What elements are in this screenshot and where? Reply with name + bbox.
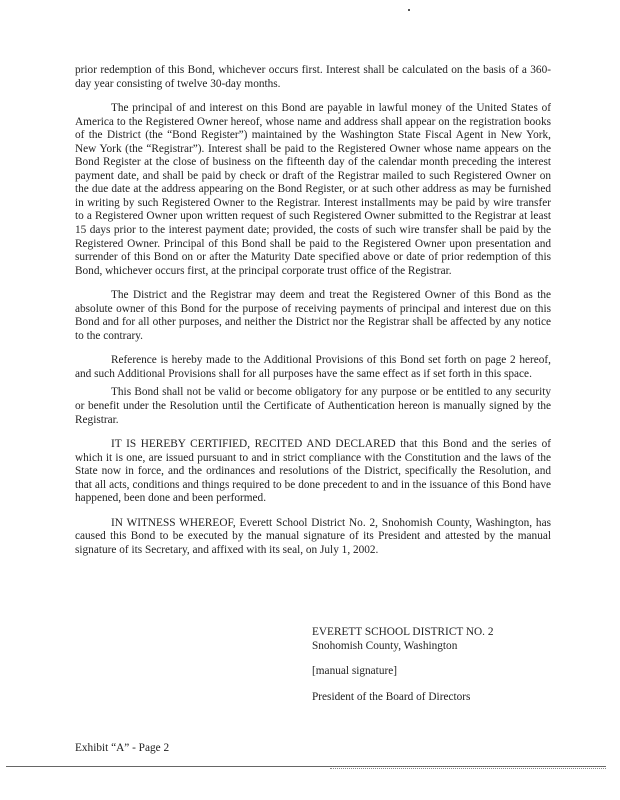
signature-note: [manual signature] — [312, 665, 398, 677]
signature-title: President of the Board of Directors — [312, 690, 471, 703]
paragraph-validity: This Bond shall not be valid or become obligatory for any purpose or be entitled to any security or benefit under the Resolution until the Certificate of Authentication hereon is manually signed by the Registrar. — [75, 386, 551, 426]
scan-speck — [408, 9, 410, 11]
document-body — [75, 64, 551, 569]
paragraph-registered-owner: The District and the Registrar may deem and treat the Registered Owner of this Bond as the absolute owner of this Bond for the purpose of receiving payments of principal and interest due on this Bond and for all other purposes, and neither the District nor the Registrar shall be affected by any notice to the contrary. — [75, 289, 551, 342]
paragraph-additional-provisions: Reference is hereby made to the Additional Provisions of this Bond set forth on page 2 hereof, and such Additional Provisions shall for all purposes have the same effect as if set forth in this space. — [75, 354, 551, 380]
paragraph-interest-basis: prior redemption of this Bond, whichever occurs first. Interest shall be calculated on the basis of a 360-day year consisting of twelve 30-day months. — [75, 64, 551, 90]
page-footer: Exhibit “A” - Page 2 — [75, 742, 170, 754]
scan-artifact-line — [330, 768, 606, 769]
scan-artifact-line — [6, 766, 606, 767]
paragraph-witness: IN WITNESS WHEREOF, Everett School District No. 2, Snohomish County, Washington, has caused this Bond to be executed by the manual signature of its President and attested by the manual signature of its Secretary, and affixed with its seal, on July 1, 2002. — [75, 516, 551, 556]
paragraph-certification: IT IS HEREBY CERTIFIED, RECITED AND DECLARED that this Bond and the series of which it is one, are issued pursuant to and in strict compliance with the Constitution and the laws of the State now in force, and the ordinances and resolutions of the District, specifically the Resolution, and that all acts, conditions and things required to be done precedent to and in the issuance of this Bond have happened, been done and been performed. — [75, 438, 551, 505]
signature-block — [312, 626, 552, 704]
signature-entity: EVERETT SCHOOL DISTRICT NO. 2 — [312, 626, 494, 638]
paragraph-payment-terms: The principal of and interest on this Bond are payable in lawful money of the United States of America to the Registered Owner hereof, whose name and address shall appear on the registration books of the District (the “Bond Register”) maintained by the Washington State Fiscal Agent in New York, New York (the “Registrar”). Interest shall be paid to the Registered Owner whose name appears on the Bond Register at the close of business on the fifteenth day of the calendar month preceding the interest payment date, and shall be paid by check or draft of the Registrar mailed to such Registered Owner on the due date at the address appearing on the Bond Register, or at such other address as may be furnished in writing by such Registered Owner to the Registrar. Interest installments may be paid by wire transfer to a Registered Owner upon written request of such Registered Owner submitted to the Registrar at least 15 days prior to the interest payment date; provided, the costs of such wire transfer shall be paid by the Registered Owner. Principal of this Bond shall be paid to the Registered Owner upon presentation and surrender of this Bond on or after the Maturity Date specified above or date of prior redemption of this Bond, whichever occurs first, at the principal corporate trust office of the Registrar. — [75, 102, 551, 277]
signature-county: Snohomish County, Washington — [312, 639, 458, 652]
